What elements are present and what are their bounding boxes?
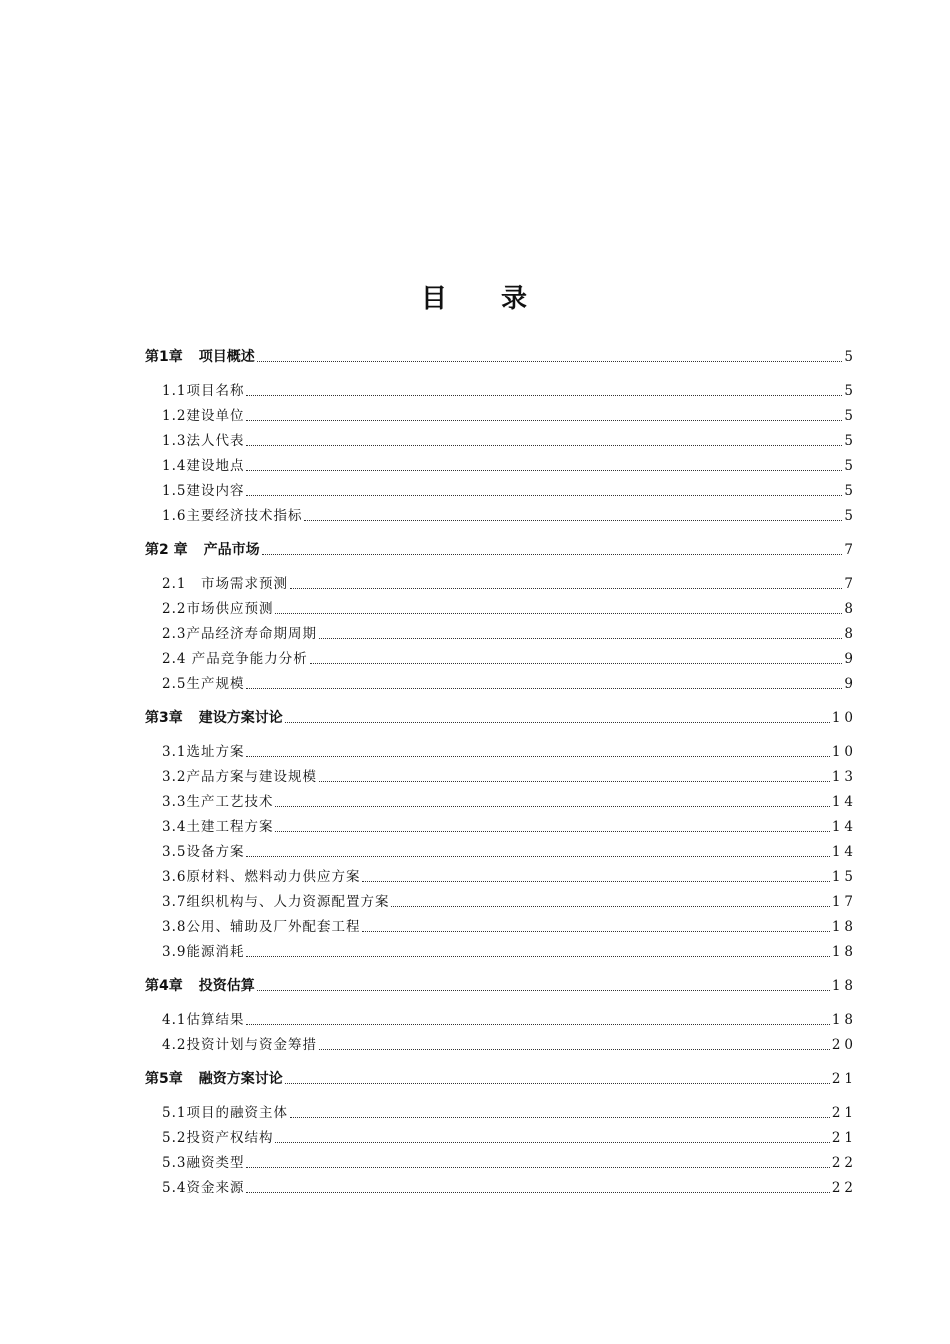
- section-title: 3.8公用、辅助及厂外配套工程: [162, 919, 361, 935]
- toc-entry-label: [162, 456, 244, 476]
- toc-section-row[interactable]: [145, 669, 857, 694]
- toc-chapter-row[interactable]: [145, 536, 857, 560]
- page-number: 18: [831, 919, 857, 935]
- section-title: 1.1项目名称: [162, 383, 245, 399]
- section-title: 1.2建设单位: [162, 408, 245, 424]
- section-title: 5.1项目的融资主体: [162, 1105, 288, 1121]
- dot-leader: [257, 360, 843, 362]
- dot-leader: [246, 469, 842, 471]
- section-title: 3.1选址方案: [162, 744, 245, 760]
- dot-leader: [246, 755, 829, 757]
- table-of-contents: [145, 343, 857, 1198]
- toc-entry-label: [162, 574, 288, 594]
- page-number: 8: [844, 626, 857, 642]
- toc-section-row[interactable]: [145, 912, 857, 937]
- dot-leader: [246, 444, 842, 446]
- toc-section-row[interactable]: [145, 1148, 857, 1173]
- page-number: 14: [831, 819, 857, 835]
- dot-leader: [262, 553, 843, 555]
- toc-chapter-row[interactable]: [145, 972, 857, 996]
- section-title: 1.4建设地点: [162, 458, 245, 474]
- toc-entry-label: [162, 624, 317, 644]
- dot-leader: [246, 1191, 829, 1193]
- toc-section-row[interactable]: [145, 737, 857, 762]
- dot-leader: [246, 1023, 829, 1025]
- dot-leader: [246, 1166, 829, 1168]
- page-number: 22: [831, 1180, 857, 1196]
- toc-section-row[interactable]: [145, 887, 857, 912]
- page-number: 5: [844, 483, 857, 499]
- toc-section-row[interactable]: [145, 476, 857, 501]
- dot-leader: [362, 880, 829, 882]
- toc-entry-label: [162, 942, 244, 962]
- toc-entry-label: [162, 649, 308, 669]
- dot-leader: [285, 1082, 830, 1084]
- dot-leader: [246, 955, 829, 957]
- section-title: 2.1 市场需求预测: [162, 576, 288, 592]
- toc-entry-label: [162, 767, 317, 787]
- page-number: 9: [844, 676, 857, 692]
- toc-entry-label: [162, 817, 273, 837]
- toc-entry-label: [162, 599, 273, 619]
- toc-entry-label: [162, 1103, 288, 1123]
- section-title: 3.5设备方案: [162, 844, 245, 860]
- toc-section-row[interactable]: [145, 376, 857, 401]
- page-number: 5: [844, 458, 857, 474]
- chapter-title: 融资方案讨论: [198, 1071, 283, 1087]
- chapter-number: 第3章: [145, 710, 183, 726]
- toc-section-row[interactable]: [145, 569, 857, 594]
- toc-chapter-row[interactable]: [145, 704, 857, 728]
- page-number: 18: [831, 978, 857, 994]
- page-number: 20: [831, 1037, 857, 1053]
- page-number: 18: [831, 1012, 857, 1028]
- section-title: 3.2产品方案与建设规模: [162, 769, 317, 785]
- section-title: 1.6主要经济技术指标: [162, 508, 303, 524]
- section-title: 3.3生产工艺技术: [162, 794, 274, 810]
- toc-entry-label: [162, 1178, 244, 1198]
- page-number: 7: [844, 542, 857, 558]
- section-title: 4.1估算结果: [162, 1012, 245, 1028]
- dot-leader: [319, 1048, 830, 1050]
- section-title: 3.4土建工程方案: [162, 819, 274, 835]
- toc-entry-label: [145, 976, 255, 996]
- section-title: 1.5建设内容: [162, 483, 245, 499]
- section-title: 2.2市场供应预测: [162, 601, 274, 617]
- page-number: 8: [844, 601, 857, 617]
- toc-section-row[interactable]: [145, 401, 857, 426]
- dot-leader: [257, 989, 830, 991]
- dot-leader: [310, 662, 843, 664]
- page-number: 5: [844, 408, 857, 424]
- page-number: 5: [844, 433, 857, 449]
- toc-section-row[interactable]: [145, 1173, 857, 1198]
- section-title: 3.7组织机构与、人力资源配置方案: [162, 894, 390, 910]
- toc-section-row[interactable]: [145, 1005, 857, 1030]
- dot-leader: [319, 780, 830, 782]
- dot-leader: [246, 687, 842, 689]
- toc-entry-label: [162, 674, 244, 694]
- dot-leader: [304, 519, 842, 521]
- section-title: 3.6原材料、燃料动力供应方案: [162, 869, 361, 885]
- chapter-title: 投资估算: [198, 978, 255, 994]
- section-title: 2.5生产规模: [162, 676, 245, 692]
- dot-leader: [246, 855, 829, 857]
- chapter-title: 项目概述: [198, 349, 255, 365]
- dot-leader: [275, 830, 829, 832]
- dot-leader: [285, 721, 830, 723]
- section-title: 5.2投资产权结构: [162, 1130, 274, 1146]
- dot-leader: [275, 612, 842, 614]
- toc-section-row[interactable]: [145, 594, 857, 619]
- toc-entry-label: [162, 481, 244, 501]
- chapter-number: 第1章: [145, 349, 183, 365]
- toc-section-row[interactable]: [145, 937, 857, 962]
- toc-section-row[interactable]: [145, 862, 857, 887]
- toc-entry-label: [162, 1010, 244, 1030]
- toc-section-row[interactable]: [145, 1123, 857, 1148]
- section-title: 2.3产品经济寿命期周期: [162, 626, 317, 642]
- chapter-title: 建设方案讨论: [198, 710, 283, 726]
- toc-entry-label: [162, 892, 389, 912]
- chapter-number: 第4章: [145, 978, 183, 994]
- page-number: 21: [831, 1130, 857, 1146]
- page-number: 18: [831, 944, 857, 960]
- section-title: 5.4资金来源: [162, 1180, 245, 1196]
- toc-entry-label: [145, 1069, 283, 1089]
- dot-leader: [391, 905, 829, 907]
- dot-leader: [275, 1141, 829, 1143]
- page-number: 10: [831, 744, 857, 760]
- page-number: 14: [831, 794, 857, 810]
- toc-entry-label: [162, 381, 244, 401]
- toc-section-row[interactable]: [145, 451, 857, 476]
- page-number: 14: [831, 844, 857, 860]
- toc-chapter-row[interactable]: [145, 1065, 857, 1089]
- toc-section-row[interactable]: [145, 1098, 857, 1123]
- toc-entry-label: [162, 867, 360, 887]
- dot-leader: [275, 805, 829, 807]
- toc-entry-label: [162, 1128, 273, 1148]
- page-number: 5: [844, 508, 857, 524]
- toc-heading-right: 录: [501, 284, 530, 314]
- section-title: 3.9能源消耗: [162, 944, 245, 960]
- toc-entry-label: [162, 406, 244, 426]
- toc-entry-label: [162, 1153, 244, 1173]
- dot-leader: [290, 587, 842, 589]
- toc-entry-label: [162, 431, 244, 451]
- page-number: 10: [831, 710, 857, 726]
- toc-section-row[interactable]: [145, 426, 857, 451]
- section-title: 2.4 产品竞争能力分析: [162, 651, 308, 667]
- toc-section-row[interactable]: [145, 812, 857, 837]
- toc-entry-label: [145, 708, 283, 728]
- page-number: 9: [844, 651, 857, 667]
- toc-section-row[interactable]: [145, 644, 857, 669]
- dot-leader: [362, 930, 829, 932]
- toc-chapter-row[interactable]: [145, 343, 857, 367]
- toc-section-row[interactable]: [145, 762, 857, 787]
- section-title: 4.2投资计划与资金筹措: [162, 1037, 317, 1053]
- toc-entry-label: [162, 917, 360, 937]
- page-number: 22: [831, 1155, 857, 1171]
- dot-leader: [246, 419, 842, 421]
- toc-heading: [0, 278, 950, 315]
- toc-section-row[interactable]: [145, 501, 857, 526]
- page-number: 17: [831, 894, 857, 910]
- toc-section-row[interactable]: [145, 787, 857, 812]
- dot-leader: [290, 1116, 830, 1118]
- chapter-number: 第2 章: [145, 542, 188, 558]
- section-title: 1.3法人代表: [162, 433, 245, 449]
- toc-entry-label: [162, 792, 273, 812]
- toc-entry-label: [162, 742, 244, 762]
- chapter-title: 产品市场: [203, 542, 260, 558]
- toc-section-row[interactable]: [145, 1030, 857, 1055]
- toc-entry-label: [145, 540, 260, 560]
- dot-leader: [246, 394, 842, 396]
- chapter-number: 第5章: [145, 1071, 183, 1087]
- toc-heading-left: 目: [420, 284, 449, 314]
- page-number: 21: [831, 1071, 857, 1087]
- section-title: 5.3融资类型: [162, 1155, 245, 1171]
- page-number: 15: [831, 869, 857, 885]
- toc-entry-label: [162, 506, 302, 526]
- page-number: 7: [844, 576, 857, 592]
- dot-leader: [319, 637, 842, 639]
- page-number: 13: [831, 769, 857, 785]
- toc-entry-label: [145, 347, 255, 367]
- toc-entry-label: [162, 842, 244, 862]
- dot-leader: [246, 494, 842, 496]
- toc-section-row[interactable]: [145, 619, 857, 644]
- page-number: 21: [831, 1105, 857, 1121]
- toc-entry-label: [162, 1035, 317, 1055]
- page-number: 5: [844, 383, 857, 399]
- page-number: 5: [844, 349, 857, 365]
- toc-section-row[interactable]: [145, 837, 857, 862]
